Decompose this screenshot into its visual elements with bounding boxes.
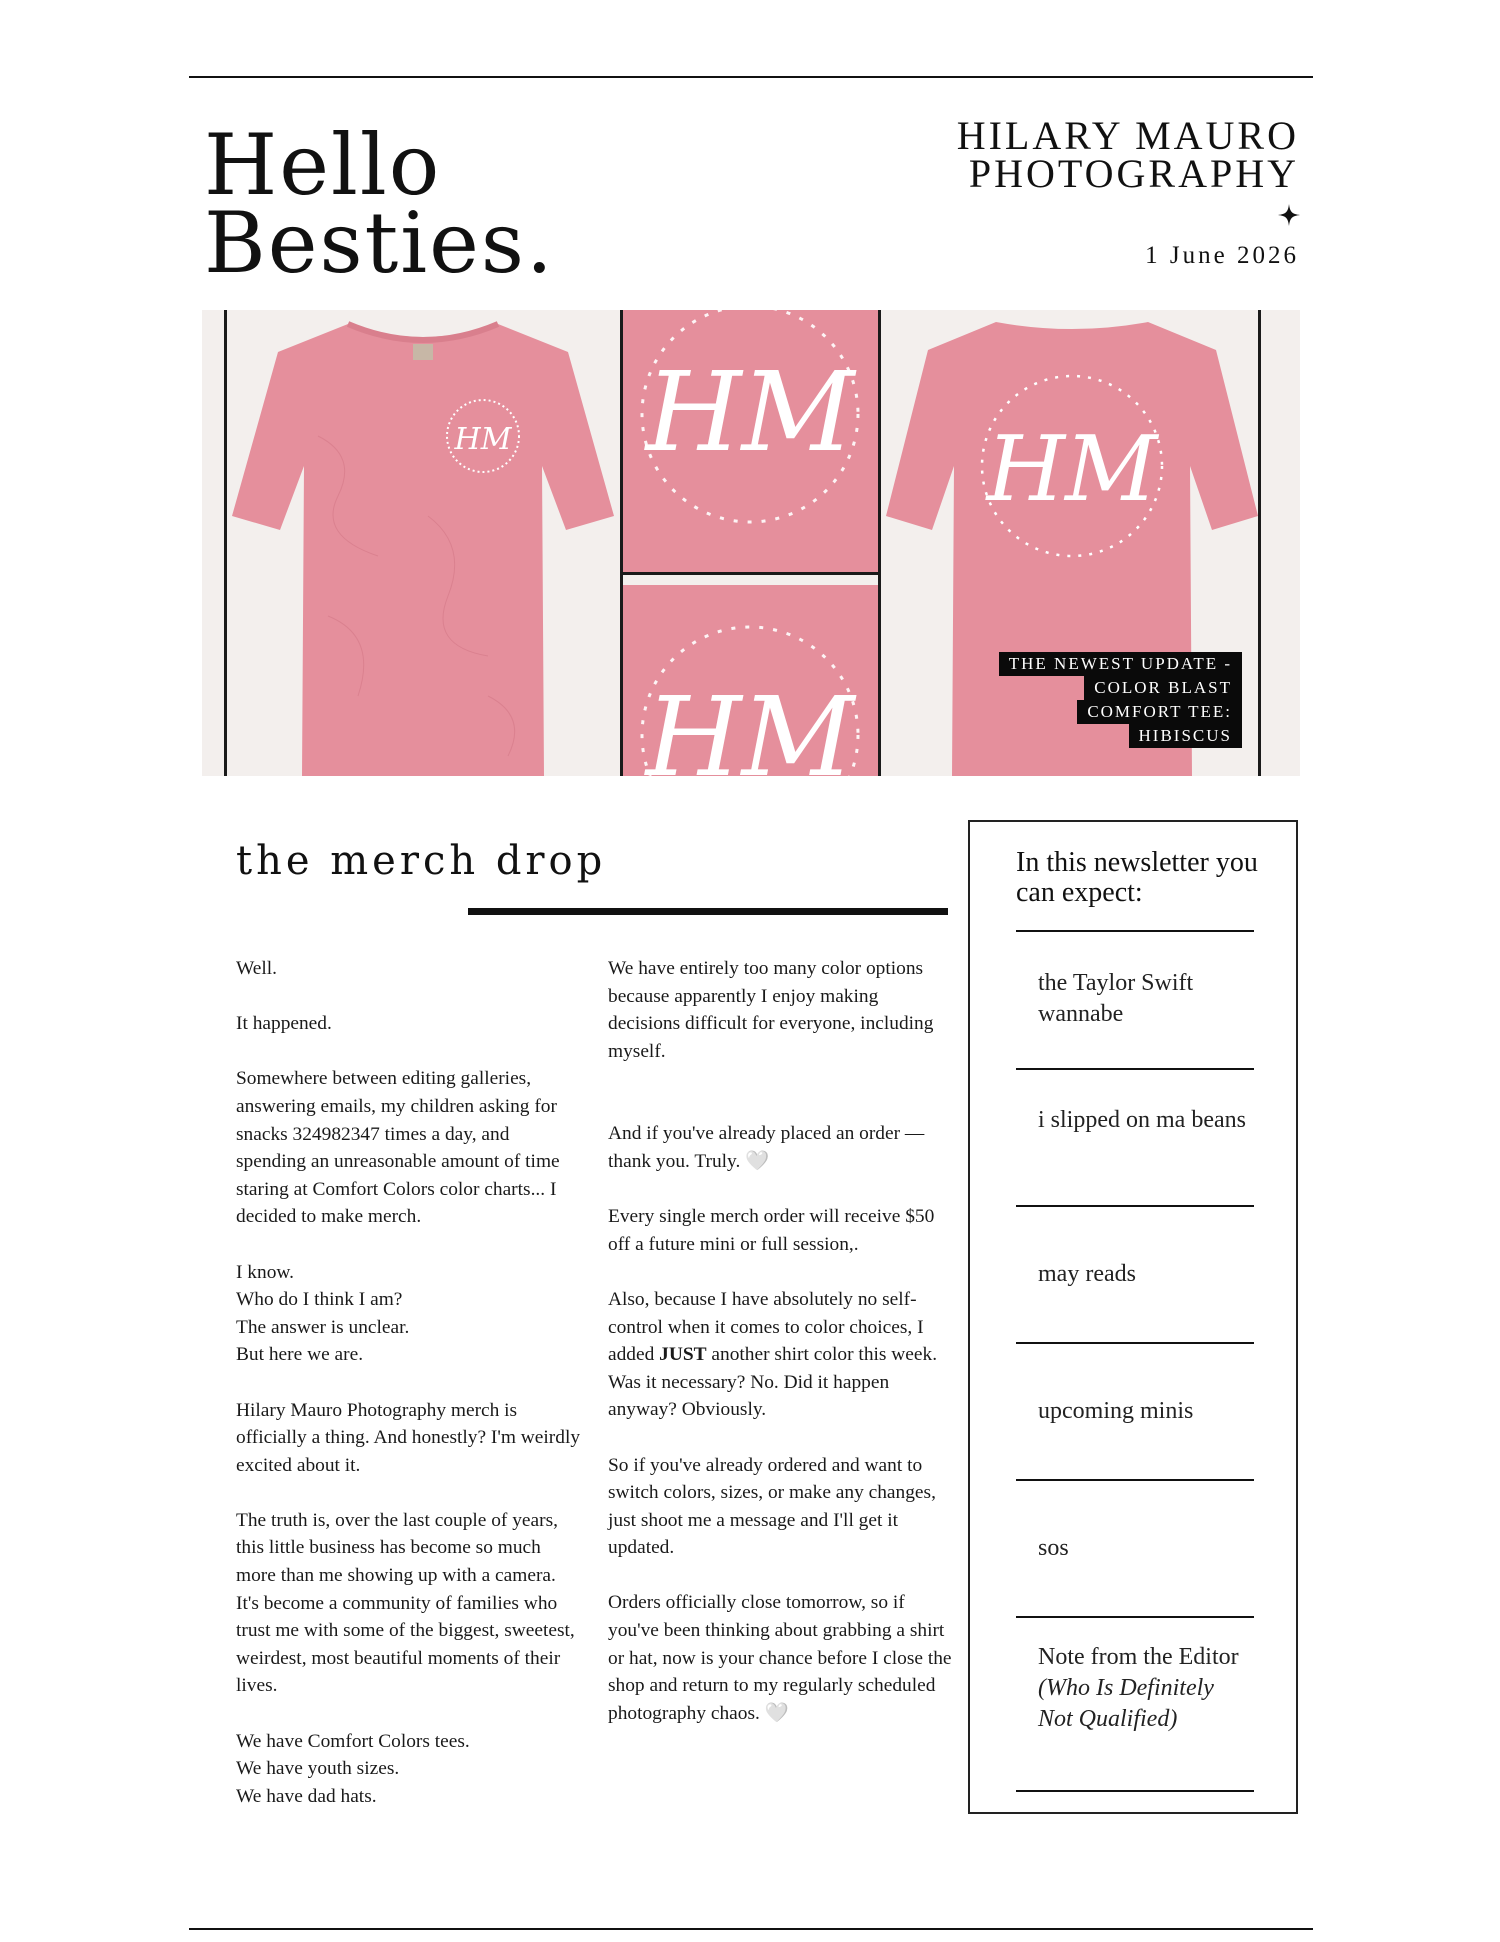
editor-note-italic: (Who Is Definitely Not Qualified) (1038, 1675, 1214, 1732)
line: We have dad hats. (236, 1785, 377, 1807)
svg-text:HM: HM (986, 417, 1158, 522)
line: The answer is unclear. (236, 1316, 410, 1338)
line: But here we are. (236, 1344, 364, 1366)
paragraph (608, 1589, 953, 1727)
sidebar-divider (1016, 1342, 1254, 1344)
paragraph (236, 1259, 581, 1369)
line: We have youth sizes. (236, 1758, 400, 1780)
sidebar-item-sos[interactable]: sos (1038, 1535, 1069, 1561)
article-title: the merch drop (236, 838, 607, 884)
text: And if you've already placed an order — thank you. Truly. (608, 1123, 925, 1172)
sidebar-divider (1016, 1616, 1254, 1618)
issue-date: 1 June 2026 (1145, 242, 1299, 269)
paragraph (236, 1728, 581, 1811)
sidebar-divider (1016, 930, 1254, 932)
hero-caption (999, 652, 1242, 748)
svg-text:HM: HM (645, 348, 855, 476)
svg-text:HM: HM (645, 673, 855, 776)
paragraph (608, 1286, 953, 1424)
tee-front-image (228, 316, 618, 776)
line: I know. (236, 1261, 294, 1283)
greeting-line-2: Besties. (204, 194, 555, 292)
logo-closeup-bottom (622, 585, 878, 776)
article-column-2 (608, 955, 953, 1755)
frame-divider (878, 310, 881, 776)
newsletter-greeting (204, 116, 555, 292)
sidebar-divider (1016, 1790, 1254, 1792)
article-column-1 (236, 955, 581, 1838)
heart-icon: 🤍 (745, 1150, 770, 1172)
title-underline (468, 908, 948, 915)
bottom-rule (189, 1928, 1313, 1930)
greeting-line-1: Hello (204, 116, 442, 214)
sidebar-divider (1016, 1205, 1254, 1207)
sidebar-title: In this newsletter you can expect: (1016, 847, 1258, 908)
text: another shirt color this week. Was it necessary? No. Did it happen anyway? Obviously. (608, 1344, 938, 1421)
sidebar-item-taylor-swift[interactable]: the Taylor Swift wannabe (1038, 970, 1194, 1027)
sidebar-divider (1016, 1479, 1254, 1481)
caption-line: THE NEWEST UPDATE - (999, 652, 1242, 676)
text: Orders officially close tomorrow, so if you've been thinking about grabbing a shirt or hat, now is your chance before I close the shop and return to my regularly scheduled photography chaos. (608, 1592, 952, 1724)
brand-line-1: HILARY MAURO (956, 113, 1299, 158)
brand-line-2: PHOTOGRAPHY (968, 151, 1299, 196)
paragraph: We have entirely too many color options because apparently I enjoy making decisions difficult for everyone, including myself. (608, 958, 934, 1062)
paragraph: So if you've already ordered and want to switch colors, sizes, or make any changes, just shoot me a message and I'll get it updated. (608, 1454, 936, 1559)
sidebar-item-upcoming-minis[interactable]: upcoming minis (1038, 1398, 1194, 1424)
svg-text:HM: HM (454, 422, 512, 457)
sidebar-item-editor-note[interactable] (1038, 1642, 1248, 1735)
frame-divider (224, 310, 227, 776)
sidebar-item-may-reads[interactable]: may reads (1038, 1261, 1136, 1287)
paragraph: Hilary Mauro Photography merch is officially a thing. And honestly? I'm weirdly excited about it. (236, 1399, 581, 1476)
text: Also, because I have absolutely no self-control when it comes to color choices, I added (608, 1288, 924, 1366)
emphasis: JUST (659, 1344, 707, 1366)
caption-line: COLOR BLAST (1084, 676, 1242, 700)
paragraph: Well. (236, 958, 277, 979)
logo-closeup-top (622, 310, 878, 572)
top-rule (189, 76, 1313, 78)
sparkle-icon (1278, 204, 1300, 226)
caption-line: HIBISCUS (1129, 724, 1242, 748)
heart-icon: 🤍 (764, 1702, 789, 1724)
sidebar-item-beans[interactable]: i slipped on ma beans (1038, 1107, 1246, 1133)
paragraph (608, 1120, 953, 1175)
sidebar-divider (1016, 1068, 1254, 1070)
brand-name (956, 113, 1299, 196)
caption-line: COMFORT TEE: (1077, 700, 1242, 724)
frame-divider (620, 310, 623, 776)
paragraph: The truth is, over the last couple of years, this little business has become so much more than me showing up with a camera. It's become a community of families who trust me with some of the biggest, sweetest, weirdest, most beautiful moments of their lives. (236, 1509, 575, 1697)
line: We have Comfort Colors tees. (236, 1730, 470, 1752)
hero-image (202, 310, 1300, 776)
editor-note-text: Note from the Editor (1038, 1644, 1239, 1670)
paragraph: It happened. (236, 1013, 332, 1035)
paragraph: Every single merch order will receive $50 off a future mini or full session,. (608, 1206, 935, 1255)
line: Who do I think I am? (236, 1289, 403, 1311)
contents-sidebar (968, 820, 1298, 1814)
frame-divider (1258, 310, 1261, 776)
paragraph: Somewhere between editing galleries, answering emails, my children asking for snacks 324982347 times a day, and spending an unreasonable amount of time staring at Comfort Colors color charts... I decided to make merch. (236, 1068, 560, 1228)
